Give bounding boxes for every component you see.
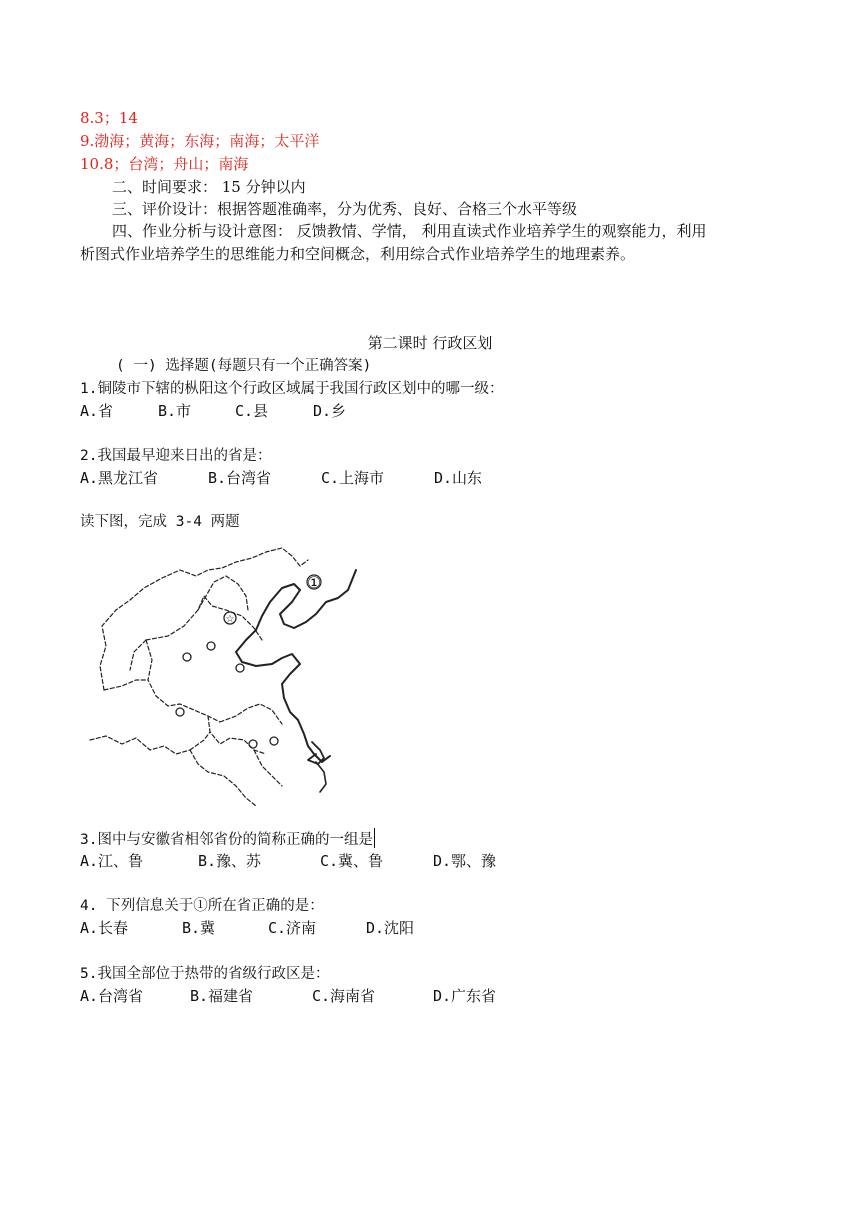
q3-option-a: A.江、鲁 xyxy=(80,852,144,870)
regional-map xyxy=(86,540,366,812)
q2-option-d: D.山东 xyxy=(434,469,483,487)
capital-star-icon: ☆ xyxy=(225,614,235,625)
question-3-stem: 3.图中与安徽省相邻省份的简称正确的一组是 xyxy=(80,828,375,850)
q3-option-c: C.冀、鲁 xyxy=(320,852,384,870)
q1-option-b: B.市 xyxy=(158,402,192,420)
evaluation-design: 三、评价设计：根据答题准确率，分为优秀、良好、合格三个水平等级 xyxy=(112,200,578,218)
q1-option-c: C.县 xyxy=(235,402,269,420)
answer-8: 8.3；14 xyxy=(80,109,138,127)
q5-option-a: A.台湾省 xyxy=(80,987,144,1005)
q4-option-d: D.沈阳 xyxy=(366,919,415,937)
map-border-south xyxy=(190,750,256,806)
map-border-internal-4 xyxy=(208,716,266,754)
question-2-stem: 2.我国最早迎来日出的省是： xyxy=(80,448,272,464)
time-requirement: 二、时间要求： 15 分钟以内 xyxy=(112,178,306,196)
map-border-internal-9 xyxy=(130,640,146,670)
q1-option-a: A.省 xyxy=(80,402,114,420)
question-5-stem: 5.我国全部位于热带的省级行政区是： xyxy=(80,966,330,982)
map-instruction: 读下图，完成 3-4 两题 xyxy=(80,514,240,530)
city-marker xyxy=(249,740,257,748)
q2-option-a: A.黑龙江省 xyxy=(80,469,159,487)
q5-option-d: D.广东省 xyxy=(433,987,497,1005)
map-border-internal-3 xyxy=(104,680,148,690)
city-marker xyxy=(183,653,191,661)
answer-10: 10.8；台湾；舟山；南海 xyxy=(80,155,249,173)
answer-9: 9.渤海；黄海；东海；南海；太平洋 xyxy=(80,132,320,150)
map-border-internal-1 xyxy=(146,596,262,640)
q5-option-b: B.福建省 xyxy=(190,987,254,1005)
text-cursor xyxy=(374,828,376,848)
q4-option-a: A.长春 xyxy=(80,919,129,937)
city-marker xyxy=(176,708,184,716)
map-border-internal-8 xyxy=(198,576,248,610)
q2-option-b: B.台湾省 xyxy=(208,469,272,487)
q2-option-c: C.上海市 xyxy=(321,469,385,487)
q5-option-c: C.海南省 xyxy=(312,987,376,1005)
marker-1-label: ① xyxy=(306,573,322,592)
q3-option-d: D.鄂、豫 xyxy=(433,852,497,870)
map-border-internal-7 xyxy=(254,750,282,786)
analysis-intent-line-2: 析图式作业培养学生的思维能力和空间概念，利用综合式作业培养学生的地理素养。 xyxy=(80,245,636,263)
map-border-west xyxy=(90,736,190,754)
map-coast-tail xyxy=(316,762,326,792)
q4-option-b: B.冀 xyxy=(182,919,216,937)
map-coast-hook xyxy=(308,742,324,764)
map-border-internal-6 xyxy=(190,732,210,750)
q3-option-b: B.豫、苏 xyxy=(198,852,262,870)
city-marker xyxy=(207,642,215,650)
city-marker xyxy=(236,664,244,672)
analysis-intent-line-1: 四、作业分析与设计意图： 反馈教情、学情， 利用直读式作业培养学生的观察能力，利用 xyxy=(112,222,707,240)
city-marker xyxy=(270,737,278,745)
question-1-stem: 1.铜陵市下辖的枞阳这个行政区域属于我国行政区划中的哪一级： xyxy=(80,381,504,397)
question-4-stem: 4. 下列信息关于①所在省正确的是： xyxy=(80,898,324,914)
map-border-north xyxy=(100,548,308,690)
q4-option-c: C.济南 xyxy=(268,919,317,937)
map-border-internal-5 xyxy=(220,704,282,724)
section-heading: ( 一) 选择题(每题只有一个正确答案) xyxy=(116,358,372,374)
map-coastline xyxy=(236,570,356,762)
q1-option-d: D.乡 xyxy=(313,402,347,420)
lesson-title: 第二课时 行政区划 xyxy=(367,334,493,352)
